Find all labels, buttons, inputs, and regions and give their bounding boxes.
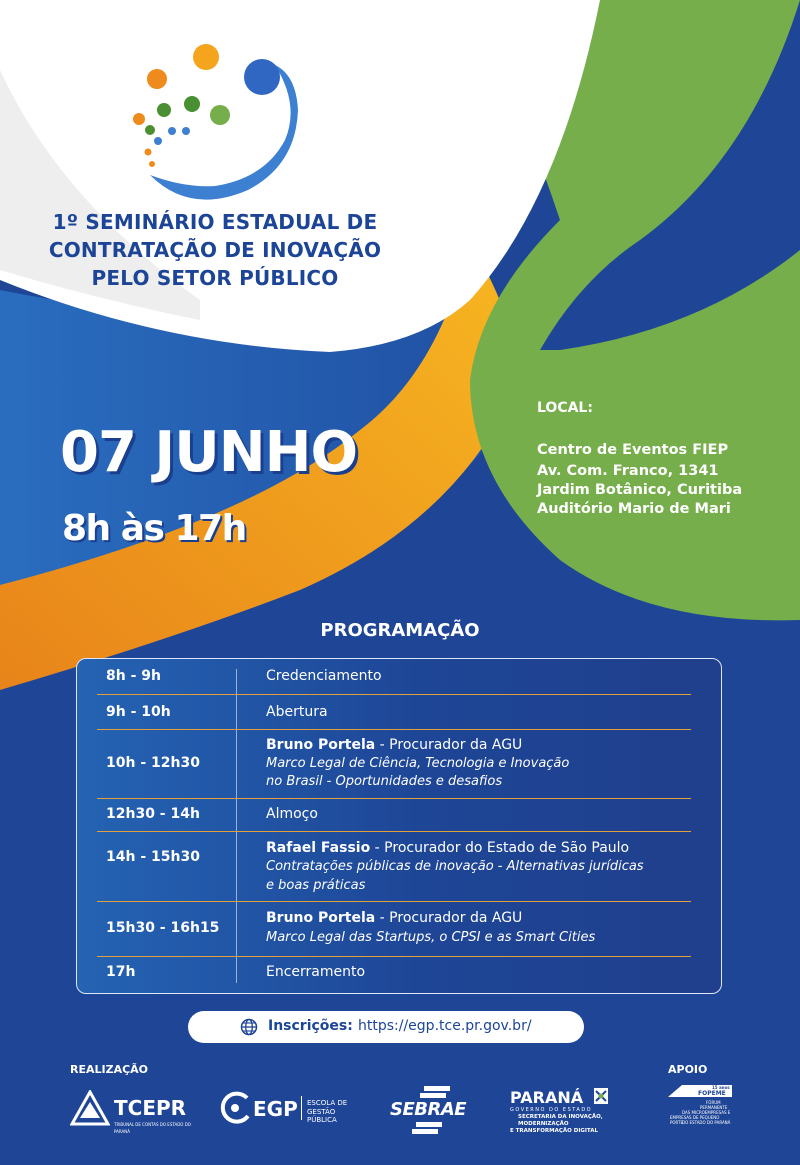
schedule-title: Encerramento	[266, 964, 366, 980]
row-separator	[97, 831, 691, 832]
logo-dot	[133, 113, 145, 125]
programacao-title: PROGRAMAÇÃO	[320, 620, 480, 641]
schedule-title: Abertura	[266, 704, 328, 720]
schedule-time: 9h - 10h	[106, 704, 171, 720]
tcepr-logo	[70, 1088, 191, 1134]
logo-dot	[145, 149, 152, 156]
schedule-time: 14h - 15h30	[106, 849, 200, 865]
fopeme-sub: DAS MICROEMPRESAS E	[682, 1110, 731, 1115]
egp-logo	[217, 1090, 367, 1130]
parana-sub: E TRANSFORMAÇÃO DIGITAL	[510, 1128, 599, 1134]
session-subtitle: e boas práticas	[266, 878, 366, 893]
tcepr-tagline: TRIBUNAL DE CONTAS DO ESTADO DO PARANÁ	[114, 1122, 191, 1134]
parana-tagline: GOVERNO DO ESTADO	[510, 1107, 593, 1113]
local-line: Av. Com. Franco, 1341	[537, 463, 719, 479]
speaker-role: - Procurador do Estado de São Paulo	[370, 840, 630, 856]
logo-dot	[182, 127, 190, 135]
session-subtitle: Marco Legal de Ciência, Tecnologia e Inovação	[266, 756, 570, 771]
schedule-time: 15h30 - 16h15	[106, 920, 220, 936]
schedule-title: Credenciamento	[266, 668, 382, 684]
row-separator	[97, 901, 691, 902]
fopeme-sub: PERMANENTE	[700, 1105, 728, 1110]
logo-dot	[154, 137, 162, 145]
fopeme-badge: 15 anos	[712, 1085, 730, 1090]
logo-dot	[168, 127, 176, 135]
schedule-speaker-line	[266, 840, 629, 856]
parana-sub: SECRETARIA DA INOVAÇÃO,	[518, 1114, 603, 1120]
row-separator	[97, 694, 691, 695]
registration-link[interactable]: https://egp.tce.pr.gov.br/	[358, 1018, 532, 1034]
session-subtitle: Contratações públicas de inovação - Alternativas jurídicas	[266, 859, 644, 874]
speaker-role: - Procurador da AGU	[375, 910, 523, 926]
logo-dot	[149, 161, 155, 167]
apoio-label: APOIO	[668, 1063, 708, 1076]
logo-dot	[244, 59, 280, 95]
schedule-table	[76, 658, 722, 994]
tcepr-name: TCEPR	[114, 1096, 187, 1120]
schedule-time: 17h	[106, 964, 136, 980]
fopeme-sub: EMPRESAS DE PEQUENO PORTE	[670, 1115, 720, 1125]
sebrae-logo	[390, 1086, 482, 1134]
logo-dot	[147, 69, 167, 89]
realizacao-label: REALIZAÇÃO	[70, 1063, 149, 1076]
egp-tagline: ESCOLA DE	[307, 1099, 348, 1107]
event-hours: 8h às 17h	[62, 508, 246, 549]
event-title-line: 1º SEMINÁRIO ESTADUAL DE	[52, 210, 378, 234]
speaker-name: Rafael Fassio	[266, 840, 371, 856]
local-line: Jardim Botânico, Curitiba	[537, 482, 743, 498]
parana-logo	[508, 1088, 618, 1138]
schedule-title: Almoço	[266, 806, 318, 822]
schedule-time: 8h - 9h	[106, 668, 161, 684]
schedule-speaker-line	[266, 737, 522, 753]
fopeme-sub: FÓRUM	[706, 1100, 721, 1105]
row-separator	[97, 729, 691, 730]
egp-divider	[301, 1096, 302, 1120]
parana-name: PARANÁ	[510, 1088, 584, 1107]
fopeme-name: FOPEME	[698, 1090, 726, 1097]
event-date: 07 JUNHO	[60, 420, 358, 485]
speaker-role: - Procurador da AGU	[375, 737, 523, 753]
parana-sub: MODERNIZAÇÃO	[518, 1121, 569, 1127]
registration-pill[interactable]	[188, 1011, 584, 1043]
sebrae-name: SEBRAE	[390, 1099, 467, 1120]
registration-label: Inscrições:	[268, 1018, 353, 1034]
logo-dot	[210, 105, 230, 125]
session-subtitle: no Brasil - Oportunidades e desafios	[266, 774, 503, 789]
logo-dot	[184, 96, 200, 112]
local-label: LOCAL:	[537, 400, 593, 416]
logo-dot	[157, 103, 171, 117]
egp-tagline: GESTÃO PÚBLICA	[307, 1108, 337, 1124]
event-title-line: CONTRATAÇÃO DE INOVAÇÃO	[48, 238, 382, 262]
egp-mark-icon	[217, 1090, 253, 1126]
local-line: Centro de Eventos FIEP	[537, 442, 729, 458]
parana-flag-icon	[594, 1088, 608, 1106]
row-separator	[97, 956, 691, 957]
globe-icon	[240, 1018, 258, 1036]
fopeme-logo	[668, 1085, 732, 1137]
tcepr-mark-icon	[70, 1090, 110, 1126]
row-separator	[97, 798, 691, 799]
local-line: Auditório Mario de Mari	[537, 501, 731, 517]
column-divider	[236, 669, 237, 983]
schedule-time: 10h - 12h30	[106, 755, 200, 771]
speaker-name: Bruno Portela	[266, 737, 376, 753]
logo-dot	[145, 125, 155, 135]
schedule-speaker-line	[266, 910, 522, 926]
event-title-line: PELO SETOR PÚBLICO	[91, 266, 339, 290]
fopeme-sub: DO ESTADO DO PARANÁ	[682, 1120, 731, 1125]
schedule-time: 12h30 - 14h	[106, 806, 200, 822]
logo-dot	[193, 44, 219, 70]
session-subtitle: Marco Legal das Startups, o CPSI e as Smart Cities	[266, 930, 596, 945]
egp-name: EGP	[253, 1097, 298, 1121]
speaker-name: Bruno Portela	[266, 910, 376, 926]
